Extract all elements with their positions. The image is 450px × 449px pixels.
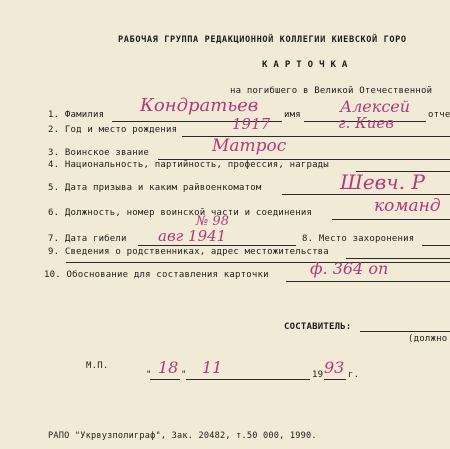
position-line — [332, 219, 450, 220]
year-line — [324, 379, 346, 380]
position-value: команд — [374, 196, 441, 216]
compiler-label: СОСТАВИТЕЛЬ: — [284, 322, 352, 332]
compiler-line — [360, 331, 450, 332]
conscription-line — [282, 194, 450, 195]
month-value: 11 — [202, 358, 223, 377]
rank-label: 3. Воинское звание — [48, 148, 150, 158]
death-date-label: 7. Дата гибели — [48, 234, 127, 244]
date-open-quote: " — [146, 370, 152, 380]
printer-imprint: РАПО "Укрвузполиграф", Зак. 20482, т.50 000, 1990. — [48, 431, 317, 441]
patronymic-label: отче — [428, 110, 450, 120]
day-line — [150, 379, 180, 380]
rank-value: Матрос — [212, 136, 287, 156]
conscription-label: 5. Дата призыва и каким райвоенкоматом — [48, 183, 262, 193]
month-line — [186, 379, 310, 380]
basis-value: ф. 364 оп — [310, 259, 389, 278]
death-date-value: авг 1941 — [158, 227, 227, 245]
first-name-value: Алексей — [340, 97, 411, 116]
first-name-label: имя — [284, 110, 301, 120]
compiler-sub: (должно — [408, 334, 448, 344]
day-value: 18 — [158, 358, 179, 377]
date-close-quote: " — [181, 370, 187, 380]
nationality-label: 4. Национальность, партийность, профессия, награды — [48, 160, 329, 170]
relatives-line-2 — [66, 262, 450, 263]
basis-line — [286, 281, 450, 282]
death-number-value: № 98 — [196, 214, 229, 229]
surname-label: 1. Фамилия — [48, 110, 105, 120]
conscription-value: Шевч. Р — [340, 170, 425, 194]
surname-value: Кондратьев — [140, 95, 259, 116]
relatives-label: 9. Сведения о родственниках, адрес местожительства — [48, 247, 329, 257]
year-end: г. — [348, 370, 360, 380]
position-label: 6. Должность, номер воинской части и соединения — [48, 208, 313, 218]
card-title: КАРТОЧКА — [262, 60, 354, 70]
year-prefix: 19 — [312, 370, 324, 380]
seal-place-label: М.П. — [86, 361, 109, 371]
birth-label: 2. Год и место рождения — [48, 125, 178, 135]
burial-line — [422, 245, 450, 246]
birth-place-value: г. Киев — [338, 114, 394, 132]
card-subtitle: на погибшего в Великой Отечественной — [230, 86, 433, 96]
basis-label: 10. Обоснование для составления карточки — [44, 270, 269, 280]
year-suffix-value: 93 — [324, 358, 345, 377]
birth-year-value: 1917 — [232, 115, 271, 133]
death-date-line — [138, 245, 296, 246]
org-header: РАБОЧАЯ ГРУППА РЕДАКЦИОННОЙ КОЛЛЕГИИ КИЕВСКОЙ ГОРО — [118, 35, 407, 45]
burial-label: 8. Место захоронения — [302, 234, 415, 244]
